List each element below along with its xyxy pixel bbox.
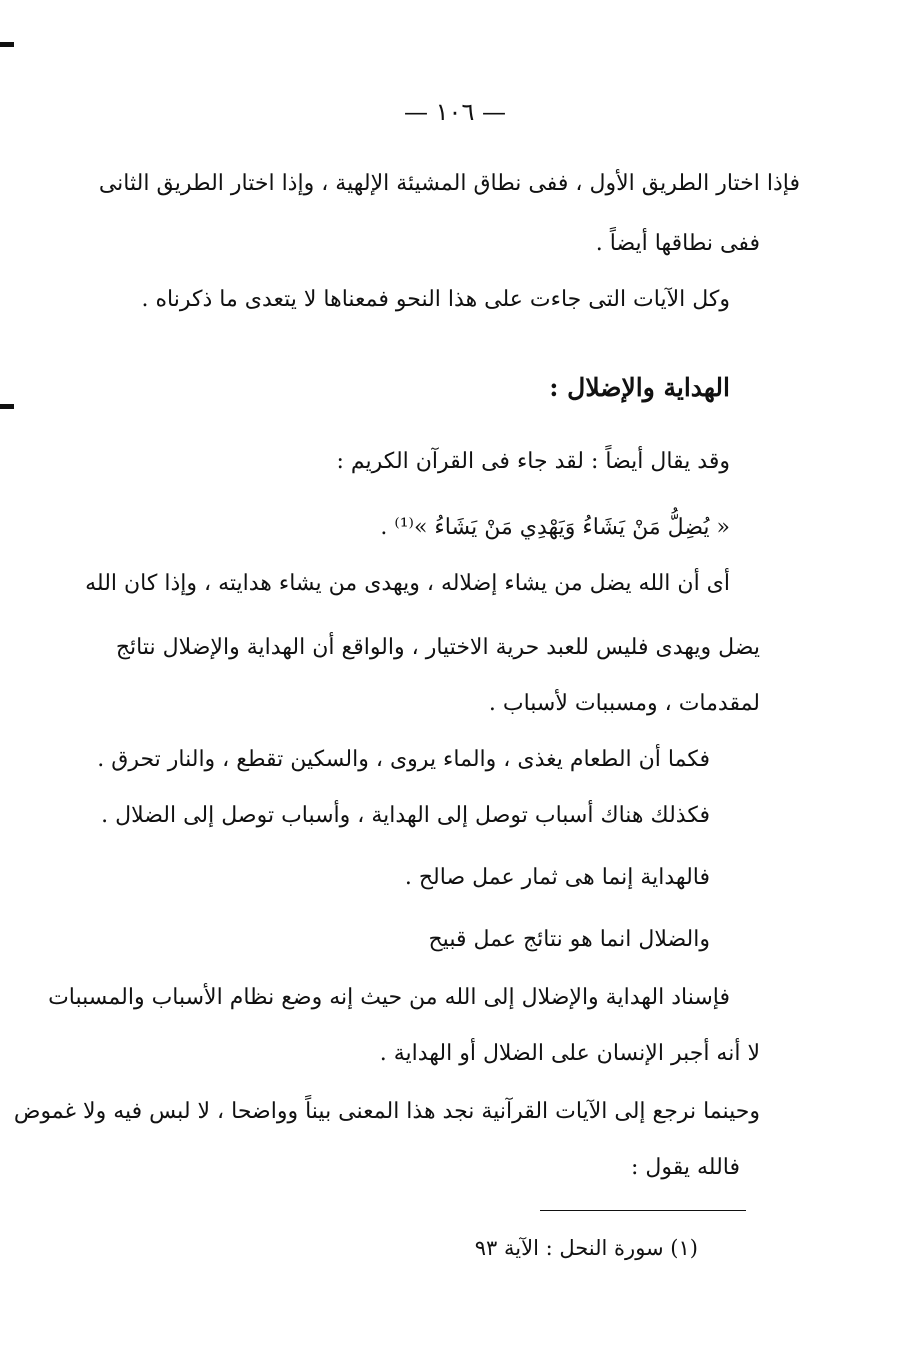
paragraph-line-10: فالهداية إنما هى ثمار عمل صالح .: [404, 865, 710, 890]
paragraph-line-3: وكل الآيات التى جاءت على هذا النحو فمعناها لا يتعدى ما ذكرناه .: [141, 287, 730, 312]
margin-mark-top: [0, 42, 14, 47]
margin-mark-middle: [0, 404, 14, 409]
footnote-divider: [540, 1210, 746, 1211]
paragraph-line-7: لمقدمات ، ومسببات لأسباب .: [488, 691, 760, 716]
paragraph-line-5: أى أن الله يضل من يشاء إضلاله ، ويهدى من يشاء هدايته ، وإذا كان الله: [85, 571, 730, 596]
page-number: — ١٠٦ —: [404, 98, 506, 126]
paragraph-line-8: فكما أن الطعام يغذى ، والماء يروى ، والسكين تقطع ، والنار تحرق .: [97, 747, 710, 772]
paragraph-line-4: وقد يقال أيضاً : لقد جاء فى القرآن الكريم :: [336, 449, 730, 474]
section-heading: الهداية والإضلال :: [549, 373, 730, 402]
paragraph-line-2: ففى نطاقها أيضاً .: [595, 231, 760, 256]
paragraph-line-12: فإسناد الهداية والإضلال إلى الله من حيث إنه وضع نظام الأسباب والمسببات: [48, 985, 730, 1010]
paragraph-line-11: والضلال انما هو نتائج عمل قبيح: [428, 927, 710, 952]
footnote: (١) سورة النحل : الآية ٩٣: [474, 1236, 698, 1260]
paragraph-line-13: لا أنه أجبر الإنسان على الضلال أو الهداية .: [379, 1041, 760, 1066]
paragraph-line-1: فإذا اختار الطريق الأول ، ففى نطاق المشيئة الإلهية ، وإذا اختار الطريق الثانى: [98, 171, 800, 196]
quran-verse: « يُضِلُّ مَنْ يَشَاءُ وَيَهْدِي مَنْ يَشَاءُ »⁽¹⁾ .: [380, 515, 730, 540]
paragraph-line-15: فالله يقول :: [630, 1155, 740, 1180]
paragraph-line-14: وحينما نرجع إلى الآيات القرآنية نجد هذا المعنى بيناً وواضحا ، لا لبس فيه ولا غموض: [13, 1099, 760, 1124]
paragraph-line-9: فكذلك هناك أسباب توصل إلى الهداية ، وأسباب توصل إلى الضلال .: [101, 803, 710, 828]
paragraph-line-6: يضل ويهدى فليس للعبد حرية الاختيار ، والواقع أن الهداية والإضلال نتائج: [115, 635, 760, 660]
